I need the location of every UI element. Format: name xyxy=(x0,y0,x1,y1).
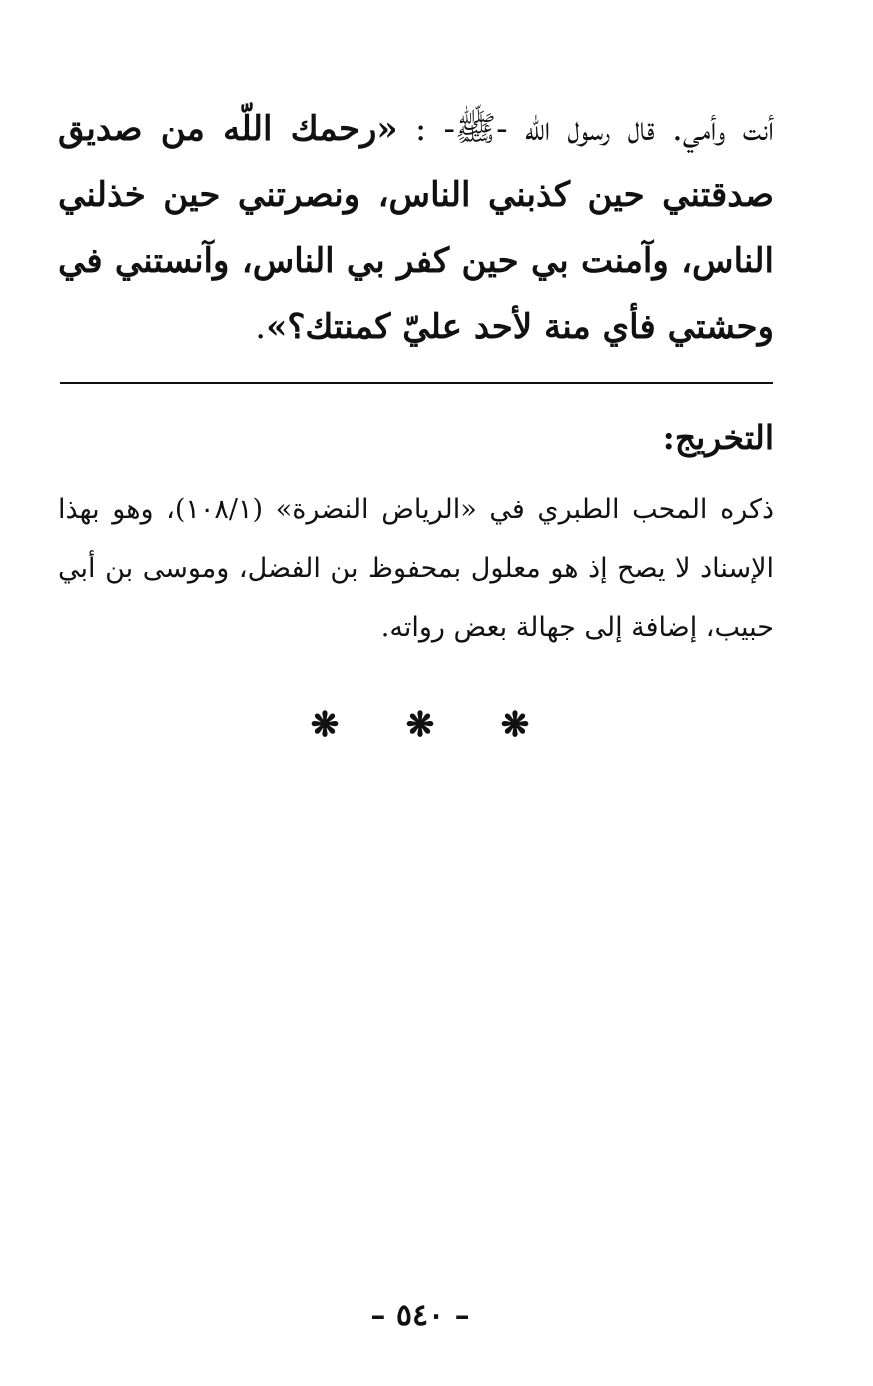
hadith-end-punctuation: . xyxy=(255,307,267,347)
asterisk-ornament: ❋ xyxy=(310,705,340,745)
asterism-divider xyxy=(300,700,540,750)
section-divider-line xyxy=(60,382,773,384)
takhrij-paragraph: ذكره المحب الطبري في «الرياض النضرة» (١٠٨/١)، وهو بهذا الإسناد لا يصح إذ هو معلول بمحفوظ بن الفضل، وموسى بن أبي حبيب، إضافة إلى جهالة بعض رواته. xyxy=(58,494,774,643)
asterisk-ornament: ❋ xyxy=(500,705,530,745)
asterisk-ornament: ❋ xyxy=(405,705,435,745)
hadith-quote: «رحمك اللّه من صديق صدقتني حين كذبني الناس، ونصرتني حين خذلني الناس، وآمنت بي حين كفر بي الناس، وآنستني في وحشتي فأي منة لأحد عليّ كمنتك؟» xyxy=(58,109,774,347)
page-number: – ٥٤٠ – xyxy=(370,1298,470,1333)
hadith-intro: أنت وأمي. قال رسول اللّه -ﷺ- : xyxy=(397,109,774,149)
hadith-paragraph xyxy=(58,96,774,360)
takhrij-heading: التخريج: xyxy=(662,418,774,457)
